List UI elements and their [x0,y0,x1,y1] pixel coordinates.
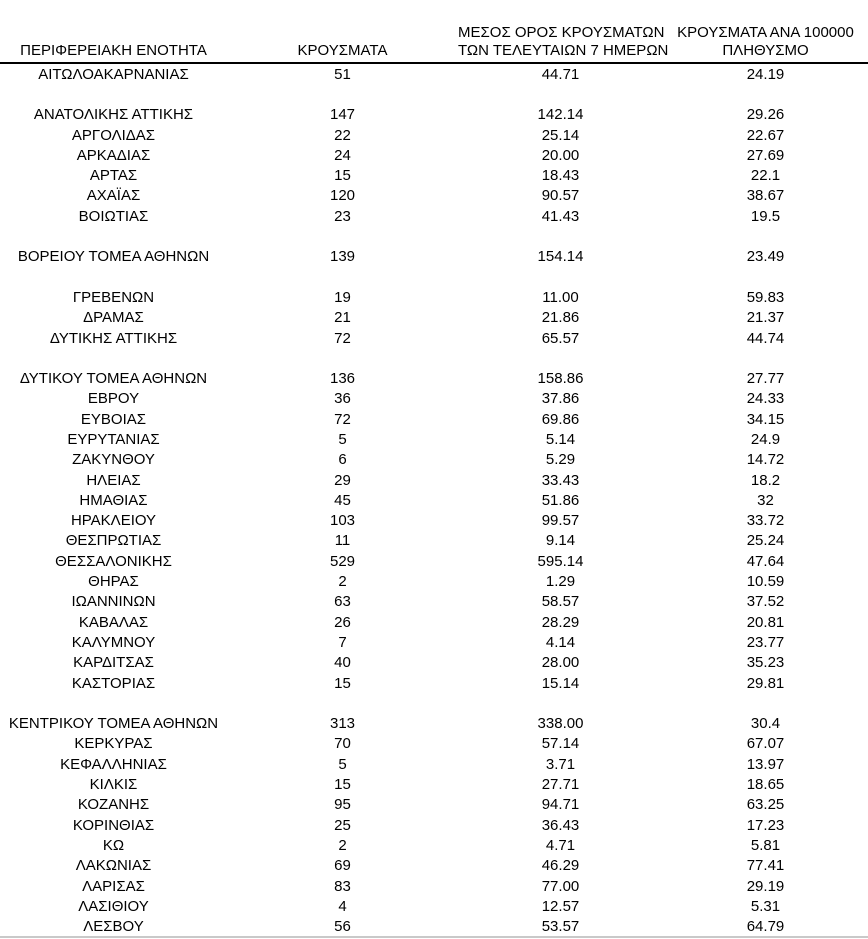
cell-per100k: 14.72 [746,451,785,469]
cell-avg7: 69.86 [541,410,580,428]
table-row [0,551,868,571]
cell-avg7: 9.14 [545,532,576,550]
cell-avg7: 154.14 [537,248,584,266]
header-row [0,0,868,63]
cell-region: ΛΕΣΒΟΥ [0,916,227,937]
cell-region: ΑΧΑΪΑΣ [86,187,141,205]
group-separator-row [0,226,868,246]
cell-cases: 6 [338,451,347,469]
cell-avg7: 57.14 [541,735,580,753]
cell-avg7: 41.43 [541,207,580,225]
cell-region: ΕΥΒΟΙΑΣ [80,410,147,428]
cell-cases: 15 [334,776,351,794]
table-row [0,673,868,693]
cell-region: ΚΑΛΥΜΝΟΥ [71,633,156,651]
table-row [0,835,868,855]
table-row [0,429,868,449]
cell-avg7: 33.43 [541,471,580,489]
cell-per100k: 23.77 [746,633,785,651]
cell-avg7: 94.71 [541,796,580,814]
cell-avg7: 90.57 [541,187,580,205]
cell-avg7: 18.43 [541,167,580,185]
cell-per100k: 59.83 [746,288,785,306]
table-row [0,714,868,734]
cell-cases: 19 [334,288,351,306]
cell-region: ΚΟΡΙΝΘΙΑΣ [72,816,155,834]
table-row [0,916,868,937]
cell-region: ΚΕΦΑΛΛΗΝΙΑΣ [60,755,167,773]
cell-cases: 15 [334,167,351,185]
cell-per100k: 17.23 [746,816,785,834]
cell-region: ΑΡΚΑΔΙΑΣ [76,146,151,164]
cell-per100k: 24.33 [746,390,785,408]
cell-per100k: 37.52 [746,593,785,611]
cell-per100k: 18.2 [750,471,781,489]
cell-cases: 2 [338,836,347,854]
table-row [0,450,868,470]
cell-region: ΗΡΑΚΛΕΙΟΥ [70,512,157,530]
cell-per100k: 32 [757,491,774,509]
cell-per100k: 47.64 [746,552,785,570]
cell-region: ΕΥΡΥΤΑΝΙΑΣ [67,430,160,448]
cell-cases: 7 [338,633,347,651]
table-row [0,186,868,206]
column-header-per100k-line1: ΚΡΟΥΣΜΑΤΑ ΑΝΑ 100000 [677,24,854,41]
group-separator-cell [0,267,868,287]
cell-cases: 15 [334,674,351,692]
cell-avg7: 3.71 [545,755,576,773]
group-separator-row [0,267,868,287]
table-row [0,490,868,510]
cell-per100k: 22.67 [746,126,785,144]
cell-region: ΘΕΣΣΑΛΟΝΙΚΗΣ [55,552,172,570]
cell-region: ΑΡΤΑΣ [89,167,138,185]
table-body [0,63,868,937]
cell-region: ΒΟΙΩΤΙΑΣ [78,207,149,225]
group-separator-cell [0,348,868,368]
cell-avg7: 5.14 [545,430,576,448]
cell-avg7: 53.57 [458,916,663,937]
cell-per100k: 44.74 [746,329,785,347]
table-row [0,165,868,185]
table-row [0,511,868,531]
group-separator-cell [0,693,868,713]
cell-cases: 21 [334,309,351,327]
cell-per100k: 24.9 [750,430,781,448]
cell-region: ΔΥΤΙΚΗΣ ΑΤΤΙΚΗΣ [49,329,178,347]
cell-cases: 11 [334,532,351,550]
cell-avg7: 25.14 [541,126,580,144]
cell-cases: 2 [338,573,347,591]
cell-cases: 40 [334,654,351,672]
column-header-cases [227,0,458,63]
table-row [0,287,868,307]
table-row [0,795,868,815]
cell-avg7: 44.71 [541,65,580,83]
cell-cases: 136 [329,370,356,388]
cell-cases: 45 [334,491,351,509]
table-row [0,470,868,490]
column-header-avg7-line2: ΤΩΝ ΤΕΛΕΥΤΑΙΩΝ 7 ΗΜΕΡΩΝ [458,42,669,59]
cell-per100k: 23.49 [746,248,785,266]
cell-region: ΓΡΕΒΕΝΩΝ [72,288,155,306]
group-separator-row [0,84,868,104]
cell-region: ΑΡΓΟΛΙΔΑΣ [71,126,156,144]
cell-per100k: 30.4 [750,715,781,733]
cell-cases: 529 [329,552,356,570]
cell-per100k: 33.72 [746,512,785,530]
table-row [0,531,868,551]
cell-per100k: 34.15 [746,410,785,428]
cell-region: ΛΑΡΙΣΑΣ [82,877,145,895]
cell-region: ΚΑΡΔΙΤΣΑΣ [73,654,154,672]
column-header-region [0,0,227,63]
cell-region: ΚΩ [102,836,125,854]
cell-avg7: 4.14 [545,633,576,651]
table-row [0,206,868,226]
cell-per100k: 27.69 [746,146,785,164]
cell-avg7: 51.86 [541,491,580,509]
table-row [0,896,868,916]
table-row [0,125,868,145]
cell-avg7: 28.29 [541,613,580,631]
cell-cases: 95 [334,796,351,814]
cell-cases: 83 [334,877,351,895]
cell-avg7: 338.00 [537,715,584,733]
cell-region: ΕΒΡΟΥ [87,390,140,408]
cell-cases: 120 [329,187,356,205]
table-row [0,734,868,754]
cell-avg7: 99.57 [541,512,580,530]
cell-cases: 313 [329,715,356,733]
cell-region: ΙΩΑΝΝΙΝΩΝ [71,593,156,611]
cell-per100k: 29.19 [746,877,785,895]
cell-cases: 72 [334,410,351,428]
table-row [0,368,868,388]
cell-avg7: 15.14 [541,674,580,692]
group-separator-cell [0,226,868,246]
cell-per100k: 77.41 [746,857,785,875]
table-row [0,612,868,632]
group-separator-cell [0,84,868,104]
cell-region: ΚΕΝΤΡΙΚΟΥ ΤΟΜΕΑ ΑΘΗΝΩΝ [8,715,219,733]
cell-region: ΑΝΑΤΟΛΙΚΗΣ ΑΤΤΙΚΗΣ [33,106,194,124]
column-header-cases-label: ΚΡΟΥΣΜΑΤΑ [297,42,388,59]
cell-region: ΖΑΚΥΝΘΟΥ [72,451,155,469]
cell-per100k: 64.79 [663,916,868,937]
table-row [0,592,868,612]
table-row [0,328,868,348]
table-row [0,63,868,84]
cell-avg7: 36.43 [541,816,580,834]
cell-region: ΒΟΡΕΙΟΥ ΤΟΜΕΑ ΑΘΗΝΩΝ [17,248,210,266]
cell-per100k: 5.31 [750,897,781,915]
cell-cases: 4 [338,897,347,915]
cell-region: ΚΑΣΤΟΡΙΑΣ [71,674,156,692]
cell-region: ΚΙΛΚΙΣ [89,776,138,794]
cell-cases: 147 [329,106,356,124]
cell-cases: 29 [334,471,351,489]
cell-cases: 23 [334,207,351,225]
cell-region: ΘΗΡΑΣ [88,573,139,591]
table-row [0,247,868,267]
cell-per100k: 18.65 [746,776,785,794]
cell-avg7: 5.29 [545,451,576,469]
cell-region: ΚΑΒΑΛΑΣ [78,613,149,631]
cell-avg7: 12.57 [541,897,580,915]
table-row [0,145,868,165]
column-header-per100k [663,0,868,63]
cell-avg7: 77.00 [541,877,580,895]
cell-cases: 69 [334,857,351,875]
cell-cases: 103 [329,512,356,530]
cell-cases: 72 [334,329,351,347]
table-row [0,105,868,125]
cell-per100k: 13.97 [746,755,785,773]
cell-per100k: 38.67 [746,187,785,205]
cell-avg7: 142.14 [537,106,584,124]
table-row [0,308,868,328]
cell-avg7: 595.14 [537,552,584,570]
cell-per100k: 21.37 [746,309,785,327]
cell-avg7: 21.86 [541,309,580,327]
cell-avg7: 11.00 [542,288,579,306]
cell-per100k: 27.77 [746,370,785,388]
cell-per100k: 29.26 [746,106,785,124]
cell-cases: 5 [338,430,347,448]
cell-region: ΚΕΡΚΥΡΑΣ [74,735,153,753]
column-header-per100k-line2: ΠΛΗΘΥΣΜΟ [722,42,809,59]
cell-region: ΛΑΚΩΝΙΑΣ [75,857,152,875]
cell-region: ΘΕΣΠΡΩΤΙΑΣ [65,532,162,550]
cell-avg7: 28.00 [541,654,580,672]
cell-cases: 36 [334,390,351,408]
cell-cases: 63 [334,593,351,611]
cell-avg7: 46.29 [541,857,580,875]
cell-cases: 56 [227,916,458,937]
cell-avg7: 27.71 [541,776,580,794]
table-row [0,653,868,673]
cell-avg7: 158.86 [537,370,584,388]
column-header-avg7-line1: ΜΕΣΟΣ ΟΡΟΣ ΚΡΟΥΣΜΑΤΩΝ [458,24,665,41]
cell-per100k: 63.25 [746,796,785,814]
table-row [0,389,868,409]
cell-region: ΚΟΖΑΝΗΣ [77,796,150,814]
cell-region: ΛΑΣΙΘΙΟΥ [78,897,149,915]
cell-region: ΗΜΑΘΙΑΣ [79,491,148,509]
cell-per100k: 10.59 [746,573,785,591]
table-row [0,856,868,876]
cell-region: ΗΛΕΙΑΣ [86,471,141,489]
column-header-avg7 [458,0,669,63]
cell-per100k: 25.24 [746,532,785,550]
cell-avg7: 58.57 [541,593,580,611]
cell-per100k: 19.5 [750,207,781,225]
table-row [0,409,868,429]
cell-avg7: 1.29 [545,573,576,591]
table-row [0,876,868,896]
cell-per100k: 35.23 [746,654,785,672]
group-separator-row [0,693,868,713]
cell-cases: 139 [329,248,356,266]
cell-per100k: 67.07 [746,735,785,753]
cell-avg7: 4.71 [545,836,576,854]
cell-per100k: 24.19 [746,65,785,83]
table-row [0,815,868,835]
table-header [0,0,868,63]
cell-region: ΑΙΤΩΛΟΑΚΑΡΝΑΝΙΑΣ [38,65,189,83]
cell-per100k: 29.81 [746,674,785,692]
cell-region: ΔΥΤΙΚΟΥ ΤΟΜΕΑ ΑΘΗΝΩΝ [19,370,208,388]
cell-cases: 51 [334,65,351,83]
cell-cases: 70 [334,735,351,753]
table-row [0,774,868,794]
cell-per100k: 20.81 [746,613,785,631]
table-row [0,571,868,591]
table-row [0,754,868,774]
cell-cases: 5 [338,755,347,773]
cell-cases: 24 [334,146,351,164]
page-bottom-edge-line [0,936,868,938]
cell-avg7: 20.00 [541,146,580,164]
cell-cases: 25 [334,816,351,834]
cell-region: ΔΡΑΜΑΣ [83,309,144,327]
cell-cases: 26 [334,613,351,631]
cell-avg7: 65.57 [541,329,580,347]
cell-per100k: 22.1 [750,167,781,185]
cell-cases: 22 [334,126,351,144]
table-row [0,632,868,652]
cell-per100k: 5.81 [750,836,781,854]
cell-avg7: 37.86 [541,390,580,408]
group-separator-row [0,348,868,368]
column-header-region-label: ΠΕΡΙΦΕΡΕΙΑΚΗ ΕΝΟΤΗΤΑ [20,42,207,59]
